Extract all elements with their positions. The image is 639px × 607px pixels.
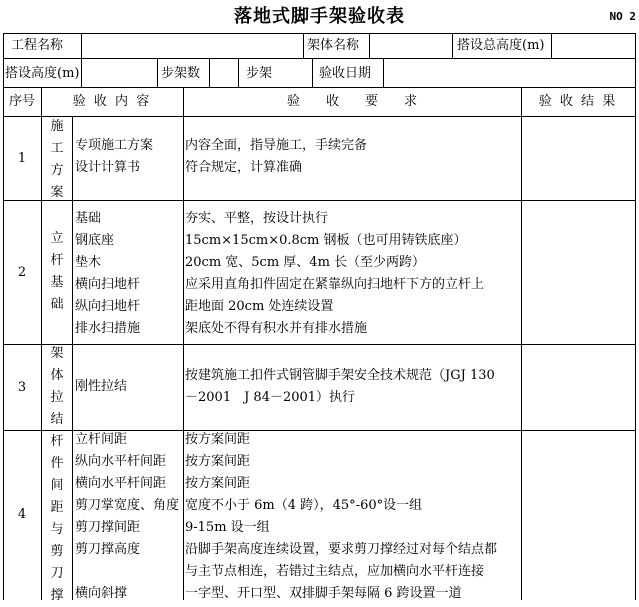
- row-item: 剪刀撑间距: [75, 520, 141, 535]
- row-category: 架体拉结: [50, 346, 64, 427]
- row-item: 横向水平杆间距: [75, 476, 167, 491]
- row-seq: 3: [17, 380, 27, 395]
- row-item: 剪刀掌宽度、角度: [75, 498, 180, 513]
- row-item: 剪刀撑高度: [75, 542, 141, 557]
- header-result: 验 收 结 果: [538, 94, 618, 109]
- row-seq: 4: [17, 507, 27, 522]
- row-item: 刚性拉结: [75, 379, 128, 394]
- step-label: 步架: [246, 66, 273, 81]
- row-requirement: 内容全面，指导施工，手续完备: [185, 138, 368, 153]
- header-content: 验 收 内 容: [72, 94, 152, 109]
- erect-height2-label: 搭设高度(m): [5, 66, 80, 81]
- erect-height-label: 搭设总高度(m): [457, 38, 545, 53]
- step-count-label: 步架数: [161, 66, 201, 81]
- row-item: 纵向水平杆间距: [75, 454, 167, 469]
- row-requirement: 宽度不小于 6m（4 跨），45°-60°设一组: [185, 498, 423, 513]
- row-category: 施工方案: [50, 119, 64, 200]
- row-item: 钢底座: [75, 233, 115, 248]
- row-item: 专项施工方案: [75, 138, 154, 153]
- row-category: 立杆基础: [50, 231, 64, 312]
- row-requirement: 按建筑施工扣件式钢管脚手架安全技术规范（JGJ 130: [185, 368, 495, 383]
- row-seq: 2: [17, 265, 27, 280]
- row-requirement: 与主节点相连，若错过主结点，应加横向水平杆连接: [185, 564, 485, 579]
- row-item: 基础: [75, 211, 102, 226]
- row-item: 垫木: [75, 255, 102, 270]
- page-title: 落地式脚手架验收表: [234, 6, 405, 27]
- document-number: NO 2: [609, 10, 636, 23]
- row-requirement: 9-15m 设一组: [185, 520, 270, 535]
- acceptance-table: [3, 33, 636, 603]
- row-requirement: 20cm 宽、5cm 厚、4m 长（至少两跨）: [185, 255, 426, 270]
- row-item: 设计计算书: [75, 160, 141, 175]
- row-requirement: 沿脚手架高度连续设置，要求剪刀撑经过对每个结点都: [185, 542, 498, 557]
- row-item: 横向斜撑: [75, 586, 128, 601]
- row-requirement: 按方案间距: [185, 454, 251, 469]
- header-requirement: 验 收 要 求: [286, 94, 417, 109]
- header-seq: 序号: [8, 94, 35, 109]
- row-requirement: 架底处不得有积水并有排水措施: [185, 321, 368, 336]
- row-item: 横向扫地杆: [75, 277, 141, 292]
- row-category: 杆件间距与剪刀撑: [50, 434, 64, 603]
- accept-date-label: 验收日期: [319, 66, 372, 81]
- row-seq: 1: [17, 151, 27, 166]
- row-requirement: 应采用直角扣件固定在紧靠纵向扫地杆下方的立杆上: [185, 277, 485, 292]
- row-requirement: 一字型、开口型、双排脚手架每隔 6 跨设置一道: [185, 586, 462, 601]
- row-requirement: 夯实、平整，按设计执行: [185, 211, 329, 226]
- project-name-label: 工程名称: [11, 38, 64, 53]
- row-requirement: 按方案间距: [185, 432, 251, 447]
- row-requirement: 15cm×15cm×0.8cm 钢板（也可用铸铁底座）: [185, 233, 467, 248]
- row-requirement: －2001 J 84－2001）执行: [185, 390, 356, 405]
- row-requirement: 符合规定，计算准确: [185, 160, 303, 175]
- row-item: 立杆间距: [75, 432, 128, 447]
- row-requirement: 距地面 20cm 处连续设置: [185, 299, 334, 314]
- row-item: 排水扫措施: [75, 321, 141, 336]
- row-item: [75, 561, 179, 583]
- row-item: 纵向扫地杆: [75, 299, 141, 314]
- frame-name-label: 架体名称: [307, 38, 360, 53]
- row-requirement: 按方案间距: [185, 476, 251, 491]
